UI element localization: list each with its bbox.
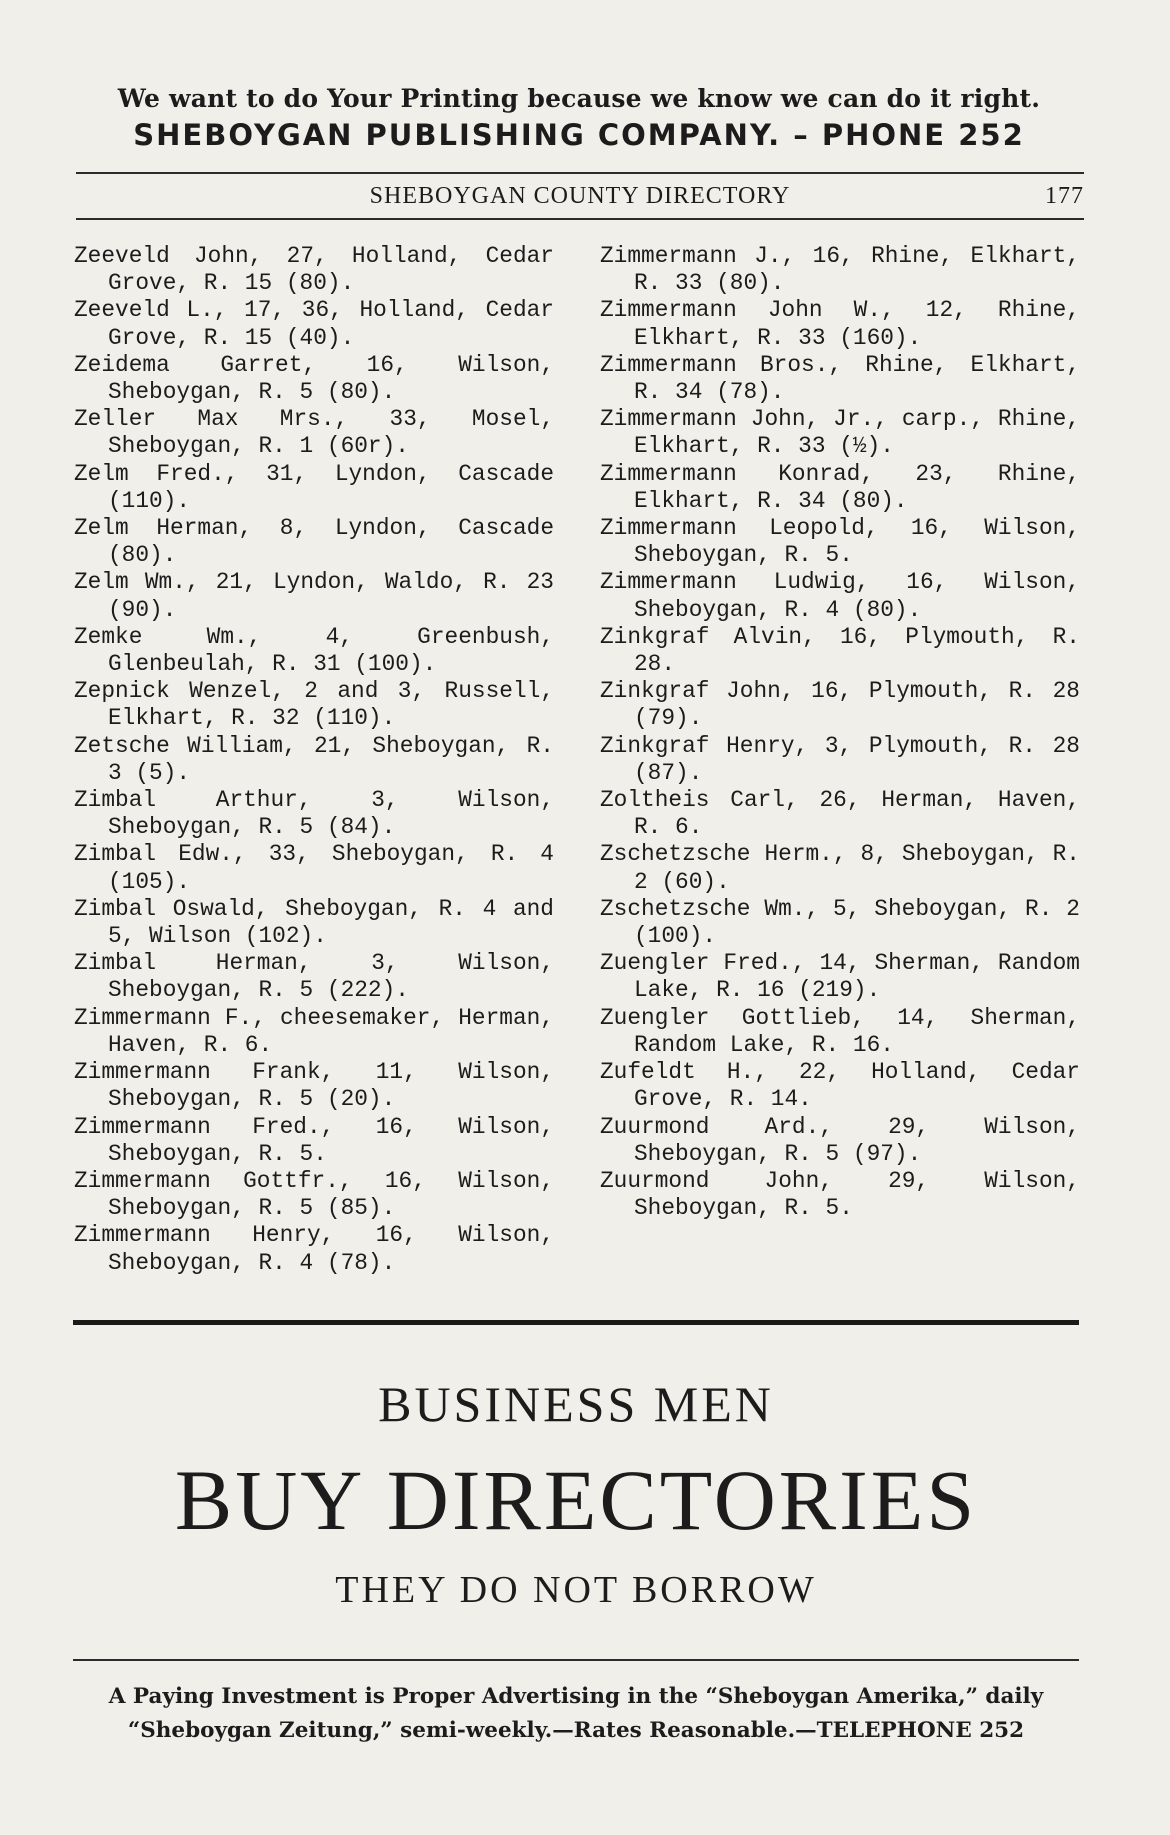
directory-entry: Zinkgraf John, 16, Plymouth, R. 28 (79). — [600, 678, 1080, 732]
directory-entry: Zimmermann John, Jr., carp., Rhine, Elkhart, R. 33 (½). — [600, 406, 1080, 460]
directory-entry: Zimmermann John W., 12, Rhine, Elkhart, R. 33 (160). — [600, 297, 1080, 351]
directory-entry: Zimmermann Ludwig, 16, Wilson, Sheboygan, R. 4 (80). — [600, 569, 1080, 623]
directory-entry: Zimbal Herman, 3, Wilson, Sheboygan, R. 5 (222). — [74, 950, 554, 1004]
ad-headline-buy-directories: BUY DIRECTORIES — [174, 1452, 978, 1548]
directory-entry: Zuurmond Ard., 29, Wilson, Sheboygan, R. 5 (97). — [600, 1113, 1080, 1167]
directory-entry: Zschetzsche Herm., 8, Sheboygan, R. 2 (60). — [600, 841, 1080, 895]
directory-entry: Zufeldt H., 22, Holland, Cedar Grove, R. 14. — [600, 1059, 1080, 1113]
directory-entry: Zimmermann Leopold, 16, Wilson, Sheboygan, R. 5. — [600, 515, 1080, 569]
directory-entry: Zimmermann Henry, 16, Wilson, Sheboygan, R. 4 (78). — [74, 1222, 554, 1276]
footer-rule — [73, 1659, 1079, 1661]
directory-entry: Zelm Herman, 8, Lyndon, Cascade (80). — [74, 515, 554, 569]
right-column — [600, 243, 1080, 1222]
directory-entry: Zuurmond John, 29, Wilson, Sheboygan, R. 5. — [600, 1167, 1080, 1222]
directory-entry: Zimmermann F., cheesemaker, Herman, Haven, R. 6. — [74, 1004, 554, 1058]
directory-entry: Zeeveld John, 27, Holland, Cedar Grove, R. 15 (80). — [74, 243, 554, 297]
publisher-name-line: SHEBOYGAN PUBLISHING COMPANY. – PHONE 252 — [133, 118, 1025, 152]
ad-tagline: THEY DO NOT BORROW — [335, 1569, 817, 1611]
directory-entry: Zschetzsche Wm., 5, Sheboygan, R. 2 (100). — [600, 895, 1080, 950]
directory-entry: Zimmermann J., 16, Rhine, Elkhart, R. 33 (80). — [600, 243, 1080, 297]
directory-entry: Zemke Wm., 4, Greenbush, Glenbeulah, R. 31 (100). — [74, 623, 554, 678]
directory-entry: Zeidema Garret, 16, Wilson, Sheboygan, R. 5 (80). — [74, 351, 554, 406]
directory-entry: Zinkgraf Alvin, 16, Plymouth, R. 28. — [600, 623, 1080, 678]
directory-entry: Zelm Wm., 21, Lyndon, Waldo, R. 23 (90). — [74, 569, 554, 623]
directory-entry: Zimmermann Bros., Rhine, Elkhart, R. 34 (78). — [600, 351, 1080, 406]
directory-title: SHEBOYGAN COUNTY DIRECTORY — [369, 183, 791, 209]
directory-entry: Zimmermann Gottfr., 16, Wilson, Sheboygan, R. 5 (85). — [74, 1167, 554, 1222]
ad-headline-business-men: BUSINESS MEN — [378, 1376, 774, 1432]
directory-entry: Zetsche William, 21, Sheboygan, R. 3 (5). — [74, 732, 554, 786]
directory-entry: Zepnick Wenzel, 2 and 3, Russell, Elkhart, R. 32 (110). — [74, 678, 554, 732]
footer-advert-line-1: A Paying Investment is Proper Advertising in the “Sheboygan Amerika,” daily — [108, 1684, 1044, 1709]
ad-separator-rule — [73, 1320, 1079, 1325]
header-rule-bottom — [76, 218, 1084, 220]
directory-entry: Zimmermann Frank, 11, Wilson, Sheboygan, R. 5 (20). — [74, 1059, 554, 1113]
directory-entry: Zoltheis Carl, 26, Herman, Haven, R. 6. — [600, 787, 1080, 841]
printing-advert-line: We want to do Your Printing because we know we can do it right. — [117, 84, 1041, 113]
directory-entry: Zelm Fred., 31, Lyndon, Cascade (110). — [74, 460, 554, 514]
directory-entry: Zinkgraf Henry, 3, Plymouth, R. 28 (87). — [600, 732, 1080, 786]
left-column — [74, 243, 554, 1277]
directory-entry: Zimbal Arthur, 3, Wilson, Sheboygan, R. 5 (84). — [74, 787, 554, 841]
directory-entry: Zimmermann Konrad, 23, Rhine, Elkhart, R. 34 (80). — [600, 460, 1080, 514]
directory-entry: Zuengler Gottlieb, 14, Sherman, Random Lake, R. 16. — [600, 1004, 1080, 1058]
directory-entry: Zimmermann Fred., 16, Wilson, Sheboygan, R. 5. — [74, 1113, 554, 1167]
page-number: 177 — [1045, 183, 1084, 209]
running-head — [76, 183, 1084, 213]
header-rule-top — [76, 172, 1084, 174]
footer-advert-line-2: “Sheboygan Zeitung,” semi-weekly.—Rates Reasonable.—TELEPHONE 252 — [127, 1718, 1025, 1743]
directory-entry: Zeeveld L., 17, 36, Holland, Cedar Grove, R. 15 (40). — [74, 297, 554, 351]
directory-entry: Zuengler Fred., 14, Sherman, Random Lake, R. 16 (219). — [600, 950, 1080, 1004]
directory-entry: Zimbal Oswald, Sheboygan, R. 4 and 5, Wilson (102). — [74, 895, 554, 950]
directory-entry: Zeller Max Mrs., 33, Mosel, Sheboygan, R. 1 (60r). — [74, 406, 554, 460]
directory-entry: Zimbal Edw., 33, Sheboygan, R. 4 (105). — [74, 841, 554, 895]
